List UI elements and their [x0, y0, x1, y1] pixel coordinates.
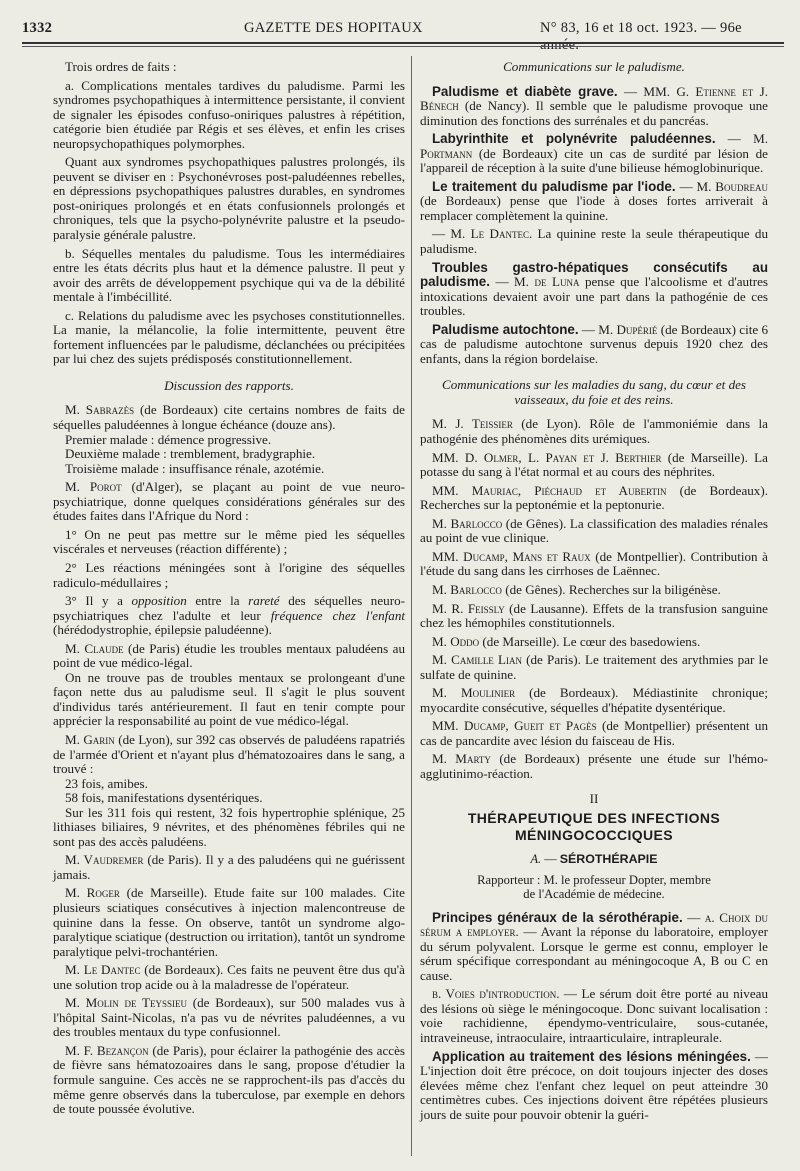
- list-item: 58 fois, manifestations dysentériques.: [65, 790, 263, 806]
- rapporteur-line: Rapporteur : M. le professeur Dopter, membre de l'Académie de médecine.: [477, 872, 711, 901]
- section-heading: Discussion des rapports.: [164, 377, 294, 393]
- issue-info: N° 83, 16 et 18 oct. 1923. — 96e année.: [540, 20, 742, 53]
- author-name: M. Oddo: [432, 633, 480, 649]
- list-item: 2° Les réactions méningées sont à l'origine des séquelles radiculo-médullaires ;: [53, 559, 405, 590]
- left-column: [53, 60, 405, 1121]
- author-name: M. F. Bezançon: [65, 1042, 149, 1058]
- paragraph: M. Garin (de Lyon), sur 392 cas observés de paludéens rapatriés de l'armée d'Orient et n'ayant plus d'hématozoaires dans le sang, a trouvé :: [53, 731, 405, 777]
- list-item: 1° On ne peut pas mettre sur le même pied les séquelles viscérales et nerveuses (réaction différente) ;: [53, 526, 405, 557]
- author-name: MM. Mauriac, Piéchaud et Aubertin: [432, 482, 667, 498]
- paragraph: M. Roger (de Marseille). Etude faite sur 100 malades. Cite plusieurs sciatiques consécutives à injection malencontreuse de quinine dans la fesse. On observe, tantôt un syndrome algo-paralytique sciatique (destruction ou irritation), tantôt un syndrome paralytique pelvi-trochantérien.: [53, 885, 405, 959]
- page-header: [22, 14, 784, 53]
- author-name: M. Moulinier: [432, 685, 516, 701]
- paragraph: Le traitement du paludisme par l'iode. — M. Boudreau (de Bordeaux) pense que l'iode à doses fortes arriverait à remplacer complètement la quinine.: [420, 178, 769, 223]
- author-name: Le Dantec: [470, 226, 529, 242]
- subsection-heading: A. — SÉROTHÉRAPIE: [530, 852, 658, 867]
- author-name: M. Roger: [65, 885, 120, 901]
- paragraph: MM. D. Olmer, L. Payan et J. Berthier (de Marseille). La potasse du sang à l'état normal et au cours des néphrites.: [420, 449, 768, 480]
- header-rule-thick: [22, 42, 784, 44]
- communication-title: Application au traitement des lésions méningées.: [432, 1048, 751, 1064]
- list-item: Troisième malade : insuffisance rénale, azotémie.: [65, 460, 325, 476]
- communication-title: Paludisme et diabète grave.: [432, 83, 618, 99]
- author-name: M. Claude: [65, 640, 124, 656]
- author-name: M. Porot: [65, 479, 122, 495]
- author-name: M. Garin: [65, 731, 115, 747]
- paragraph: M. Marty (de Bordeaux) présente une étude sur l'hémo-agglutinimo-réaction.: [420, 751, 769, 781]
- paragraph: c. Relations du paludisme avec les psychoses constitutionnelles. La manie, la mélancolie, la folie intermittente, peuvent être fortement influencées par le paludisme, déclanchées ou précipitées par lui chez des sujets prédisposés constitutionnellement.: [53, 307, 405, 367]
- communication-title: Paludisme autochtone.: [432, 321, 579, 337]
- paragraph: On ne trouve pas de troubles mentaux se prolongeant d'une façon nette dus au paludisme seul. Il s'agit le plus souvent d'individus tarés antérieurement. Il faut en tenir compte pour apprécier la responsabilité au point de vue médico-légal.: [53, 669, 405, 729]
- journal-title: GAZETTE DES HOPITAUX: [244, 20, 423, 36]
- paragraph: — M. Le Dantec. La quinine reste la seule thérapeutique du paludisme.: [420, 226, 768, 257]
- paragraph: Sur les 311 fois qui restent, 32 fois hypertrophie splénique, 25 lithiases biliaires, 9 névrites, et des phénomènes fébriles qui ne sont pas des accès paludéens.: [53, 804, 405, 849]
- paragraph: M. J. Teissier (de Lyon). Rôle de l'ammoniémie dans la pathogénie des phénomènes dits urémiques.: [420, 416, 768, 447]
- paragraph: Application au traitement des lésions méningées. — L'injection doit être précoce, on doit toujours injecter des doses élevées même chez l'enfant chez lequel on peut atteindre 30 centimètres cubes. Ces injections doivent être répétées plusieurs jours de suite pour pouvoir obtenir la guéri-: [420, 1048, 768, 1122]
- list-item: Premier malade : démence progressive.: [65, 431, 272, 447]
- list-item: 23 fois, amibes.: [65, 775, 148, 791]
- paragraph: Trois ordres de faits :: [65, 59, 177, 74]
- author-name: M. Marty: [432, 751, 491, 767]
- author-name: MM. D. Olmer, L. Payan et J. Berthier: [432, 449, 662, 465]
- section-heading: Communications sur le paludisme.: [503, 59, 685, 74]
- paragraph: M. Barlocco (de Gênes). La classification des maladies rénales au point de vue clinique.: [420, 515, 768, 546]
- communication-title: Le traitement du paludisme par l'iode.: [432, 178, 676, 194]
- author-name: M. Sabrazès: [65, 402, 135, 418]
- list-item: 3° Il y a opposition entre la rareté des séquelles neuro-psychiatriques chez l'adulte et leur fréquence chez l'enfant (hérédodystrophie, épilepsie paludéenne).: [53, 593, 405, 638]
- paragraph: M. Vaudremer (de Paris). Il y a des paludéens qui ne guérissent jamais.: [53, 852, 405, 882]
- paragraph: MM. Ducamp, Mans et Raux (de Montpellier). Contribution à l'étude du sang dans les cirrhoses de Laënnec.: [420, 548, 768, 579]
- paragraph: Principes généraux de la sérothérapie. — a. Choix du sérum a employer. — Avant la réponse du laboratoire, employer du sérum polyvalent. Lorsque le germe est connu, employer le sérum spécifique correspondant au méningocoque A, B ou C en cause.: [420, 909, 768, 983]
- paragraph: Labyrinthite et polynévrite paludéennes. — M. Portmann (de Bordeaux) cite un cas de surdité par lésion de l'appareil de réception à la suite d'une bilieuse hémoglobinurique.: [420, 131, 768, 176]
- right-column: [420, 60, 768, 1126]
- paragraph: MM. Mauriac, Piéchaud et Aubertin (de Bordeaux). Recherches sur la peptonémie et la peptonurie.: [420, 482, 768, 513]
- section-number: II: [589, 790, 599, 806]
- communication-title: Principes généraux de la sérothérapie.: [432, 909, 683, 925]
- paragraph: M. Sabrazès (de Bordeaux) cite certains nombres de faits de séquelles paludéennes à longue échéance (douze ans).: [53, 402, 405, 433]
- chapter-title: THÉRAPEUTIQUE DES INFECTIONS MÉNINGOCOCCIQUES: [467, 810, 721, 844]
- paragraph: b. Voies d'introduction. — Le sérum doit être porté au niveau des lésions où siège le méningocoque. Donc suivant localisation : voie rachidienne, épendymo-ventriculaire, sous-cutanée, intraveineuse, intraoculaire, intraarticulaire, intrapleurale.: [420, 986, 768, 1045]
- paragraph: M. Moulinier (de Bordeaux). Médiastinite chronique; myocardite consécutive, séquelles d'hépatite dysentérique.: [420, 685, 768, 715]
- author-name: M. R. Feissly: [432, 600, 505, 616]
- page-number: 1332: [22, 20, 53, 36]
- communication-title: Labyrinthite et polynévrite paludéennes.: [432, 131, 716, 147]
- author-name: M. Molin de Teyssieu: [65, 995, 188, 1011]
- author-name: M. Vaudremer: [65, 852, 144, 868]
- author-name: M. Barlocco: [432, 581, 502, 597]
- communication-title: Troubles gastro-hépatiques consécutifs au paludisme.: [420, 259, 768, 290]
- paragraph: M. Camille Lian (de Paris). Le traitement des arythmies par le sulfate de quinine.: [420, 652, 769, 682]
- paragraph: Paludisme autochtone. — M. Dupérié (de Bordeaux) cite 6 cas de paludisme autochtone survenus depuis 1920 chez des enfants, dans la région bordelaise.: [420, 321, 768, 366]
- list-item: Deuxième malade : tremblement, bradygraphie.: [65, 446, 316, 462]
- paragraph: Paludisme et diabète grave. — MM. G. Etienne et J. Bénech (de Nancy). Il semble que le paludisme provoque une diminution des fonctions des surrénales et du pancréas.: [420, 83, 768, 128]
- paragraph: M. Barlocco (de Gênes). Recherches sur la biligénèse.: [432, 581, 721, 597]
- author-name: M. Barlocco: [432, 515, 503, 531]
- paragraph: M. F. Bezançon (de Paris), pour éclairer la pathogénie des accès de fièvre sans hématozoaires dans le sang, propose d'étudier la formule sanguine. Ces accès ne se rapprochent-ils pas d'accès du même genre observés dans la tuberculose, par exemple en dehors de toute poussée évolutive.: [53, 1042, 405, 1117]
- paragraph: MM. Ducamp, Gueit et Pagès (de Montpellier) présentent un cas de pancardite avec lésion du faisceau de His.: [420, 718, 768, 748]
- paragraph: M. Porot (d'Alger), se plaçant au point de vue neuro-psychiatrique, donne quelques considérations générales sur des études faites dans l'Afrique du Nord :: [53, 479, 405, 524]
- author-name: MM. Ducamp, Mans et Raux: [432, 548, 591, 564]
- header-rule-thin: [22, 46, 784, 47]
- author-name: M. J. Teissier: [432, 416, 513, 432]
- paragraph: M. Claude (de Paris) étudie les troubles mentaux paludéens au point de vue médico-légal.: [53, 640, 405, 671]
- author-name: MM. Ducamp, Gueit et Pagès: [432, 718, 597, 734]
- paragraph: M. Molin de Teyssieu (de Bordeaux), sur 500 malades vus à l'hôpital Saint-Nicolas, n'a pas vu de névrites paludéennes, a vu des troubles mentaux du type confusionnel.: [53, 995, 405, 1040]
- paragraph: M. Le Dantec (de Bordeaux). Ces faits ne peuvent être dus qu'à une solution trop acide ou à la maladresse de l'opérateur.: [53, 962, 405, 992]
- paragraph: Quant aux syndromes psychopathiques palustres prolongés, ils peuvent se diviser en : Psychonévroses post-paludéennes rebelles, en dépressions psychopathiques palustres durables, en syndromes post-oniriques prolongés et en états confusionnels prolongés et chroniques, tels que la psycho-polynévrite palustre et la pseudo-paralysie générale palustre.: [53, 154, 405, 243]
- paragraph: M. Oddo (de Marseille). Le cœur des basedowiens.: [432, 633, 701, 649]
- column-divider: [411, 56, 412, 1156]
- paragraph: a. Complications mentales tardives du paludisme. Parmi les syndromes psychopathiques à intermittence persistante, il convient de signaler les épisodes confuso-oniriques palustres à répétition, catégorie bien étudiée par Régis et ses élèves, et enfin les crises neuropsychopathiques polymorphes.: [53, 77, 405, 151]
- paragraph: b. Séquelles mentales du paludisme. Tous les intermédiaires entre les états décrits plus haut et la démence palustre. Il peut y avoir des arrêts de développement psychique qui va de la débilité mentale à l'imbécillité.: [53, 245, 405, 305]
- paragraph: Troubles gastro-hépatiques consécutifs au paludisme. — M. de Luna pense que l'alcoolisme et d'autres intoxications devaient avoir une part dans la pathogénie de ces troubles.: [420, 259, 768, 319]
- section-heading: Communications sur les maladies du sang, du cœur et des vaisseaux, du foie et des reins.: [441, 377, 747, 407]
- paragraph: M. R. Feissly (de Lausanne). Effets de la transfusion sanguine chez les hémophiles constitutionnels.: [420, 600, 768, 631]
- author-name: M. Le Dantec: [65, 962, 141, 978]
- author-name: M. Camille Lian: [432, 652, 522, 668]
